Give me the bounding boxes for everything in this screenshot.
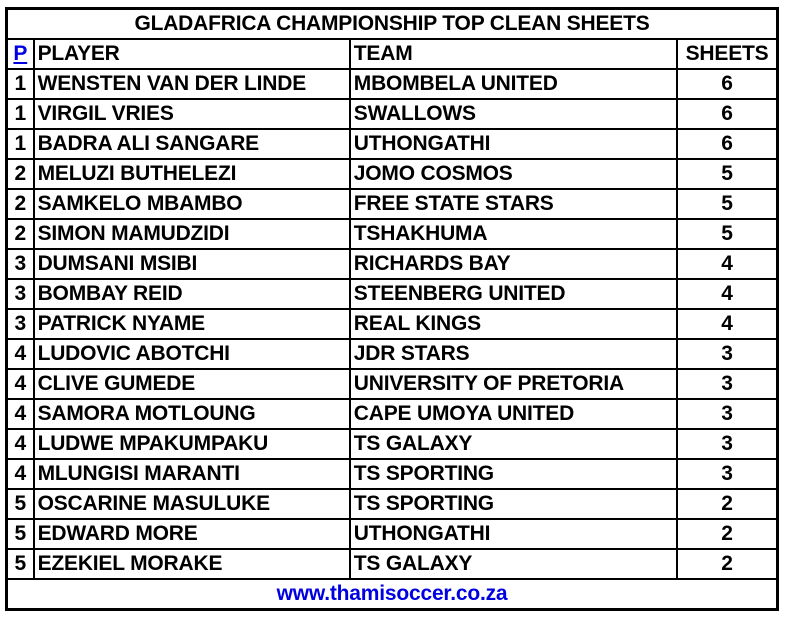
rank-cell: 3 (7, 309, 34, 339)
player-cell: PATRICK NYAME (34, 309, 350, 339)
table-row (7, 519, 778, 549)
rank-cell: 2 (7, 159, 34, 189)
sheets-cell: 3 (677, 429, 777, 459)
team-cell: TSHAKHUMA (350, 219, 677, 249)
column-header-player: PLAYER (34, 39, 350, 69)
column-header-team: TEAM (350, 39, 677, 69)
player-cell: MLUNGISI MARANTI (34, 459, 350, 489)
team-cell: RICHARDS BAY (350, 249, 677, 279)
team-cell: TS GALAXY (350, 549, 677, 579)
player-cell: BADRA ALI SANGARE (34, 129, 350, 159)
sheets-cell: 3 (677, 399, 777, 429)
player-cell: SAMORA MOTLOUNG (34, 399, 350, 429)
player-cell: SAMKELO MBAMBO (34, 189, 350, 219)
table-row (7, 549, 778, 579)
player-cell: EZEKIEL MORAKE (34, 549, 350, 579)
footer-row (7, 579, 778, 610)
rank-cell: 4 (7, 459, 34, 489)
table-row (7, 279, 778, 309)
player-cell: DUMSANI MSIBI (34, 249, 350, 279)
table-row (7, 369, 778, 399)
table-row (7, 489, 778, 519)
team-cell: JOMO COSMOS (350, 159, 677, 189)
rank-cell: 3 (7, 249, 34, 279)
team-cell: UNIVERSITY OF PRETORIA (350, 369, 677, 399)
sheets-cell: 4 (677, 279, 777, 309)
title-row (7, 9, 778, 40)
table-row (7, 339, 778, 369)
table-row (7, 459, 778, 489)
table-row (7, 159, 778, 189)
table-row (7, 249, 778, 279)
sheets-cell: 6 (677, 69, 777, 99)
table-row (7, 309, 778, 339)
rank-cell: 4 (7, 399, 34, 429)
sheets-cell: 3 (677, 459, 777, 489)
team-cell: UTHONGATHI (350, 519, 677, 549)
player-cell: CLIVE GUMEDE (34, 369, 350, 399)
table-row (7, 99, 778, 129)
player-cell: SIMON MAMUDZIDI (34, 219, 350, 249)
player-cell: LUDOVIC ABOTCHI (34, 339, 350, 369)
team-cell: TS SPORTING (350, 459, 677, 489)
rank-cell: 1 (7, 129, 34, 159)
table-row (7, 399, 778, 429)
player-cell: WENSTEN VAN DER LINDE (34, 69, 350, 99)
table-row (7, 69, 778, 99)
team-cell: REAL KINGS (350, 309, 677, 339)
player-cell: OSCARINE MASULUKE (34, 489, 350, 519)
sheets-cell: 5 (677, 159, 777, 189)
column-header-p (7, 39, 34, 69)
team-cell: JDR STARS (350, 339, 677, 369)
rank-cell: 1 (7, 99, 34, 129)
player-cell: MELUZI BUTHELEZI (34, 159, 350, 189)
website-link[interactable]: www.thamisoccer.co.za (276, 582, 508, 605)
sheets-cell: 5 (677, 219, 777, 249)
sheets-cell: 2 (677, 489, 777, 519)
table-row (7, 189, 778, 219)
rank-cell: 2 (7, 219, 34, 249)
sheets-cell: 3 (677, 369, 777, 399)
sheets-cell: 2 (677, 549, 777, 579)
sheets-cell: 4 (677, 309, 777, 339)
table-row (7, 129, 778, 159)
team-cell: SWALLOWS (350, 99, 677, 129)
team-cell: CAPE UMOYA UNITED (350, 399, 677, 429)
column-header-sheets: SHEETS (677, 39, 777, 69)
rank-cell: 2 (7, 189, 34, 219)
footer-cell (7, 579, 778, 610)
rank-cell: 3 (7, 279, 34, 309)
clean-sheets-table (5, 7, 779, 611)
rank-cell: 4 (7, 429, 34, 459)
sheets-cell: 6 (677, 129, 777, 159)
team-cell: TS GALAXY (350, 429, 677, 459)
rank-cell: 5 (7, 519, 34, 549)
clean-sheets-sheet (5, 7, 779, 611)
team-cell: MBOMBELA UNITED (350, 69, 677, 99)
team-cell: UTHONGATHI (350, 129, 677, 159)
p-header-link[interactable]: P (13, 42, 28, 65)
table-row (7, 219, 778, 249)
team-cell: STEENBERG UNITED (350, 279, 677, 309)
rank-cell: 5 (7, 549, 34, 579)
rank-cell: 1 (7, 69, 34, 99)
player-cell: LUDWE MPAKUMPAKU (34, 429, 350, 459)
rank-cell: 4 (7, 339, 34, 369)
sheets-cell: 6 (677, 99, 777, 129)
team-cell: FREE STATE STARS (350, 189, 677, 219)
team-cell: TS SPORTING (350, 489, 677, 519)
sheets-cell: 4 (677, 249, 777, 279)
rank-cell: 5 (7, 489, 34, 519)
player-cell: VIRGIL VRIES (34, 99, 350, 129)
table-row (7, 429, 778, 459)
header-row (7, 39, 778, 69)
player-cell: EDWARD MORE (34, 519, 350, 549)
table-title: GLADAFRICA CHAMPIONSHIP TOP CLEAN SHEETS (7, 9, 778, 40)
sheets-cell: 5 (677, 189, 777, 219)
player-cell: BOMBAY REID (34, 279, 350, 309)
rank-cell: 4 (7, 369, 34, 399)
sheets-cell: 2 (677, 519, 777, 549)
sheets-cell: 3 (677, 339, 777, 369)
